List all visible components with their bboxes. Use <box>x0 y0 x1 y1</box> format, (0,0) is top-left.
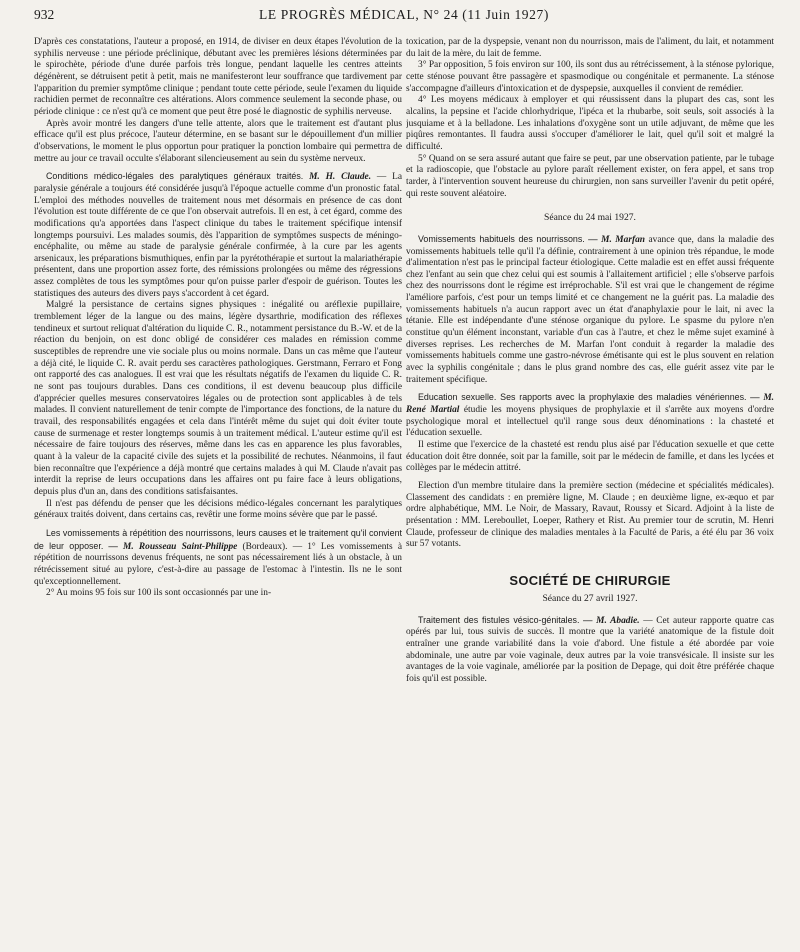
session-date: Séance du 27 avril 1927. <box>542 592 638 604</box>
paragraph: 4° Les moyens médicaux à employer et qui réussissent dans la plupart des cas, sont les alcalins, la pepsine et l'acide chlorhydrique, l'ipéca et la rhubarbe, soit seuls, soit associés à la jusquiame et à la belladone. Les inhalations d'oxygène sont un utile adjuvant, de même que les piqûres remontantes. Il faudra aussi s'occuper d'améliorer le lait, quel qu'il soit et malgré la difficulté. <box>406 95 774 152</box>
paragraph: Il n'est pas défendu de penser que les décisions médico-légales concernant les paralytiques généraux traités doivent, dans certains cas, revêtir une forme moins sévère que par le passé. <box>34 498 402 521</box>
paragraph: Il estime que l'exercice de la chasteté est rendu plus aisé par l'éducation sexuelle et que cette éducation doit être donnée, soit par la famille, soit par le médecin de famille, et dans les lycées et collèges par le médecin attitré. <box>406 440 774 474</box>
session-date: Séance du 24 mai 1927. <box>544 212 636 224</box>
section-author: — M. Abadie. <box>583 615 640 626</box>
section-body: étudie les moyens physiques de prophylaxie et il s'arrête aux moyens d'ordre psychologique moral et intellectuel qu'il range sous deux dénominations : la chasteté et l'éducation sexuelle. <box>406 405 774 439</box>
section-body: — La paralysie générale a toujours été considérée jusqu'à l'époque actuelle comme d'un pronostic fatal. L'emploi des méthodes nouvelles de traitement nous met désormais en présence de cas dont l'évolution est toute différente de ce que l'on observait autrefois. Il en est, à cet égard, comme des modifications qu'a apportées dans l'aspect clinique du tabes le traitement spécifique intensif longtemps poursuivi. Les malades soumis, dès l'apparition de symptômes suspects de méningo-encéphalite, ou même au stade de paralysie générale confirmée, à la cure par les agents arsenicaux, les préparations bismuthiques, enfin par la pyrétothérapie et surtout la malariathérapie présentent, dans une proportion assez forte, des rémissions prolongées ou même des régressions assez complètes de tous les symptômes pour qu'on puisse parler d'espoir de guérison. Toutes les statistiques des auteurs des divers pays s'accordent à cet égard. <box>34 172 402 299</box>
paragraph: 2° Au moins 95 fois sur 100 ils sont occasionnés par une in- <box>46 588 272 599</box>
paragraph: D'après ces constatations, l'auteur a proposé, en 1914, de diviser en deux étapes l'évolution de la syphilis nerveuse : une période préclinique, débutant avec les premières lésions déterminées par le spirochète, période d'une durée parfois très longue, pendant laquelle les centres atteints dégénèrent, se détruisent petit à petit, mais ne manifesteront leur souffrance que tardivement par l'apparition du premier symptôme clinique ; pendant toute cette période, seule l'examen du liquide rachidien permet de reconnaître ces altérations. Alors commence seulement la seconde phase, ou période clinique : ce n'est qu'à ce moment que peut être posé le diagnostic de syphilis nerveuse. <box>34 37 402 117</box>
section-vomissements-repetition <box>34 528 402 588</box>
section-author: — M. Marfan <box>588 234 645 245</box>
journal-title: LE PROGRÈS MÉDICAL, N° 24 (11 Juin 1927) <box>259 7 549 22</box>
paragraph: Après avoir montré les dangers d'une telle attente, alors que le traitement est d'autant plus efficace qu'il est plus précoce, l'auteur détermine, en se basant sur le dépouillement d'un millier d'observations, le moment le plus opportun pour pratiquer la ponction lombaire qui permettra de mettre au jour ce travail occulte s'élaborant silencieusement au sein du système nerveux. <box>34 118 402 164</box>
section-heading: Les vomissements à répétition des nourrissons, leurs causes et le traitement qu'il convient de leur opposer. <box>34 527 402 551</box>
left-column <box>34 37 402 686</box>
section-education-sexuelle <box>406 392 774 440</box>
page-number: 932 <box>34 7 55 22</box>
paragraph: Malgré la persistance de certains signes physiques : inégalité ou aréflexie pupillaire, tremblement léger de la langue ou des mains, légère dysarthrie, modification des réflexes tendineux et surtout reliquat d'altération du liquide C. R., notamment persistance du B.-W. et de la réaction du benjoin, on est donc obligé de considérer ces malades en rémission comme susceptibles de reprendre une vie sociale plus ou moins normale. Dans un cas même que l'auteur a déjà cité, le liquide C. R. avait perdu ses caractères pathologiques. Gerstmann, Ferraro et Fong ont rapporté des cas analogues. Il est vrai que les résultats négatifs de l'examen du liquide C. R. ne sont pas toujours durables. Dans ces conditions, il est devenu beaucoup plus difficile d'apprécier quelles mesures conservatoires légales ou de protection sont applicables à de tels malades. Il convient naturellement de tenir compte de l'importance des fonctions, de la nature du travail, des responsabilités engagées et cela dans l'intérêt même du sujet qui doit éviter toute cause de surmenage et rester longtemps soumis à un traitement médical. L'auteur estime qu'il est nécessaire de faire toujours des réserves, même dans les cas en apparence les plus favorables, quant à la valeur de la capacité civile des sujets et la possibilité de rechutes. Néanmoins, il faut bien reconnaître que l'expérience a déjà montré que certains malades à qui M. Claude n'avait pas interdit la reprise de leurs occupations dans les affaires ont pu faire face à leurs obligations, depuis plus d'un an, dans des conditions satisfaisantes. <box>34 300 402 497</box>
section-body: avance que, dans la maladie des vomissements habituels telle qu'il l'a définie, contrairement à une opinion très répandue, le mode d'alimentation n'est pas le principal facteur étiologique. Cette maladie est en effet aussi fréquente chez l'enfant au sein que chez celui qui est soumis à l'allaitement artificiel ; elle s'observe parfois chez des nourrissons dont le régime est irréprochable. S'il est vrai que le changement de régime l'améliore parfois, c'est pour un temps limité et ce changement ne la guérit pas. La maladie des vomissements habituels n'a aucun rapport avec un état d'anaphylaxie pour le lait, ni avec la tétanie. Elle est indépendante d'une sténose organique du pylore. Le spasme du pylore n'en constitue qu'un élément inconstant, variable d'un cas à l'autre, et chez le même sujet examiné à diverses reprises. Les recherches de M. Marfan l'ont conduit à regarder la maladie des vomissements habituels comme une gastro-névrose émétisante qui est le plus souvent en relation avec la syphilis congénitale ; dans le plus grand nombre des cas, elle guérit assez vite par le traitement spécifique. <box>406 234 774 385</box>
two-column-body <box>34 37 774 686</box>
right-column <box>406 37 774 686</box>
section-fistules <box>406 615 774 686</box>
section-vomissements-habituels <box>406 234 774 387</box>
section-author: M. H. Claude. <box>309 172 372 183</box>
election-paragraph: Election d'un membre titulaire dans la première section (médecine et spécialités médicales). Classement des candidats : en première ligne, M. Claude ; en deuxième ligne, ex-æquo et par ordre alphabétique, MM. Le Noir, de Massary, Ravaut, Roussy et Sicard. Adjoint à la liste de présentation : MM. Lereboullet, Loeper, Rathery et Rist. Au premier tour de scrutin, M. Henri Claude, professeur de clinique des maladies mentales à la Faculté de Paris, a été élu par 36 voix sur 57 votants. <box>406 480 774 550</box>
running-header <box>34 4 774 26</box>
section-conditions-medico-legales <box>34 171 402 300</box>
section-author: — M. René Martial <box>406 393 774 416</box>
section-author: — M. Rousseau Saint-Philippe <box>108 541 238 552</box>
section-heading: Education sexuelle. Ses rapports avec la prophylaxie des maladies vénériennes. <box>418 392 747 403</box>
paragraph: 5° Quand on se sera assuré autant que faire se peut, par une observation patiente, par le tubage et la radioscopie, que l'obstacle au pylore paraît réellement exister, on fera appel, et sans trop tarder, à l'intervention souvent heureuse du chirurgien, non sans surveiller l'avenir du petit opéré, qui reste souvent aléatoire. <box>406 153 774 199</box>
section-body: — Cet auteur rapporte quatre cas opérés par lui, tous suivis de succès. Il montre que la variété anatomique de la fistule doit entraîner une grande variabilité dans la voie d'abord. Une fistule a été abordée par voie abdominale, une autre par voie vaginale, deux autres par la voie transvésicale. Il insiste sur les avantages de la voie vaginale, améliorée par la position de Depage, qui doit être préférée chaque fois qu'il est possible. <box>406 615 774 684</box>
paragraph: 3° Par opposition, 5 fois environ sur 100, ils sont dus au rétrécissement, à la sténose pylorique, cette sténose pouvant être passagère et spasmodique ou congénitale et permanente. La sténose s'accompagne d'ailleurs d'intoxication et de dyspepsie, auxquelles il convient de remédier. <box>406 60 774 94</box>
paragraph: toxication, par de la dyspepsie, venant non du nourrisson, mais de l'aliment, du lait, et notamment du lait de la mère, du lait de femme. <box>406 37 774 59</box>
section-body: (Bordeaux). — 1° Les vomissements à répétition de nourrissons devenus fréquents, ne sont pas nécessairement liés à un obstacle, à un rétrécissement situé au pylore, c'est-à-dire au passage de l'estomac à l'intestin. Ils ne le sont qu'exceptionnellement. <box>34 541 402 587</box>
society-title: SOCIÉTÉ DE CHIRURGIE <box>509 572 671 588</box>
section-heading: Traitement des fistules vésico-génitales. <box>418 614 580 625</box>
section-heading: Conditions médico-légales des paralytiques généraux traités. <box>46 171 304 182</box>
section-heading: Vomissements habituels des nourrissons. <box>418 233 585 244</box>
